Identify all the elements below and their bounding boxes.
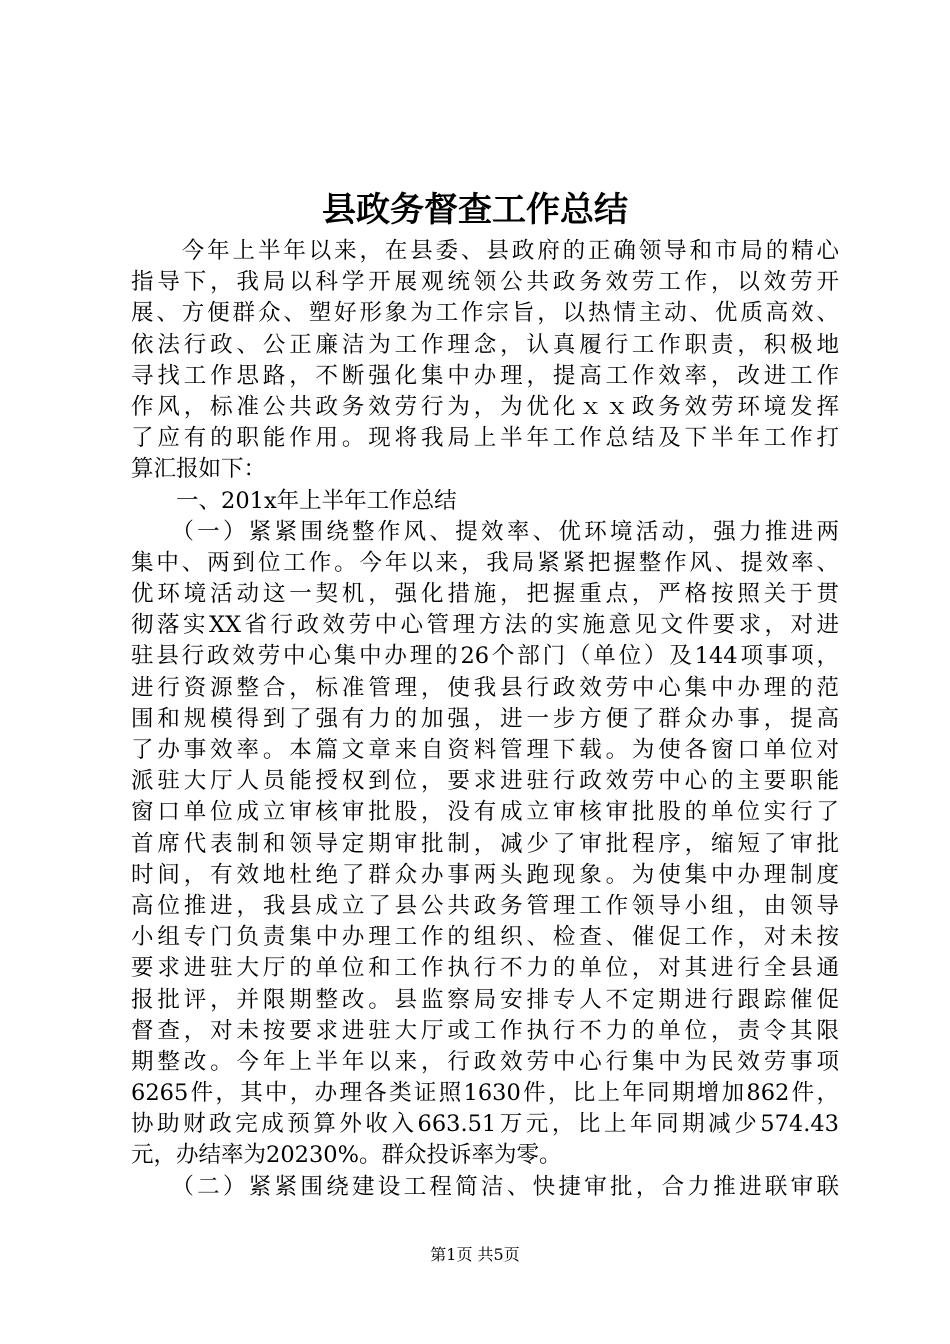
text-line: 作风，标准公共政务效劳行为，为优化ｘｘ政务效劳环境发挥 <box>131 393 839 420</box>
text-line: 依法行政、公正廉洁为工作理念，认真履行工作职责，积极地 <box>131 331 839 358</box>
text-line: 小组专门负责集中办理工作的组织、检查、催促工作，对未按 <box>131 924 839 951</box>
text-line: 优环境活动这一契机，强化措施，把握重点，严格按照关于贯 <box>131 581 839 608</box>
document-title: 县政务督查工作总结 <box>322 190 628 230</box>
text-line: 协助财政完成预算外收入663.51万元，比上年同期减少574.43 <box>131 1111 839 1138</box>
text-line: 围和规模得到了强有力的加强，进一步方便了群众办事，提高 <box>131 705 839 732</box>
text-line: （二）紧紧围绕建设工程简洁、快捷审批，合力推进联审联 <box>131 1173 839 1200</box>
document-body <box>131 236 839 1203</box>
text-line: 派驻大厅人员能授权到位，要求进驻行政效劳中心的主要职能 <box>131 768 839 795</box>
text-line: 进行资源整合，标准管理，使我县行政效劳中心集中办理的范 <box>131 674 839 701</box>
text-line: 算汇报如下： <box>131 456 267 483</box>
text-line: 6265件，其中，办理各类证照1630件，比上年同期增加862件， <box>131 1080 839 1107</box>
text-line: 彻落实XX省行政效劳中心管理方法的实施意见文件要求，对进 <box>131 612 839 639</box>
text-line: 集中、两到位工作。今年以来，我局紧紧把握整作风、提效率、 <box>131 549 839 576</box>
text-line: 展、方便群众、塑好形象为工作宗旨，以热情主动、优质高效、 <box>131 300 839 327</box>
text-line: 驻县行政效劳中心集中办理的26个部门（单位）及144项事项， <box>131 643 839 670</box>
text-line: 指导下，我局以科学开展观统领公共政务效劳工作，以效劳开 <box>131 269 839 296</box>
text-line: 期整改。今年上半年以来，行政效劳中心行集中为民效劳事项 <box>131 1048 839 1075</box>
text-line: 报批评，并限期整改。县监察局安排专人不定期进行跟踪催促 <box>131 986 839 1013</box>
text-line: 高位推进，我县成立了县公共政务管理工作领导小组，由领导 <box>131 892 839 919</box>
text-line: 今年上半年以来，在县委、县政府的正确领导和市局的精心 <box>131 238 839 264</box>
text-line: 窗口单位成立审核审批股，没有成立审核审批股的单位实行了 <box>131 799 839 826</box>
text-line: 了应有的职能作用。现将我局上半年工作总结及下半年工作打 <box>131 425 839 452</box>
text-line: 元，办结率为20230%。群众投诉率为零。 <box>131 1142 562 1169</box>
text-line: 时间，有效地杜绝了群众办事两头跑现象。为使集中办理制度 <box>131 861 839 888</box>
text-line: （一）紧紧围绕整作风、提效率、优环境活动，强力推进两 <box>131 518 839 545</box>
text-line: 一、201x年上半年工作总结 <box>131 487 457 514</box>
text-line: 首席代表制和领导定期审批制，减少了审批程序，缩短了审批 <box>131 830 839 857</box>
text-line: 督查，对未按要求进驻大厅或工作执行不力的单位，责令其限 <box>131 1017 839 1044</box>
text-line: 寻找工作思路，不断强化集中办理，提高工作效率，改进工作 <box>131 362 839 389</box>
page-footer: 第1页 共5页 <box>430 1245 520 1264</box>
text-line: 了办事效率。本篇文章来自资料管理下载。为使各窗口单位对 <box>131 737 839 763</box>
text-line: 要求进驻大厅的单位和工作执行不力的单位，对其进行全县通 <box>131 955 839 982</box>
